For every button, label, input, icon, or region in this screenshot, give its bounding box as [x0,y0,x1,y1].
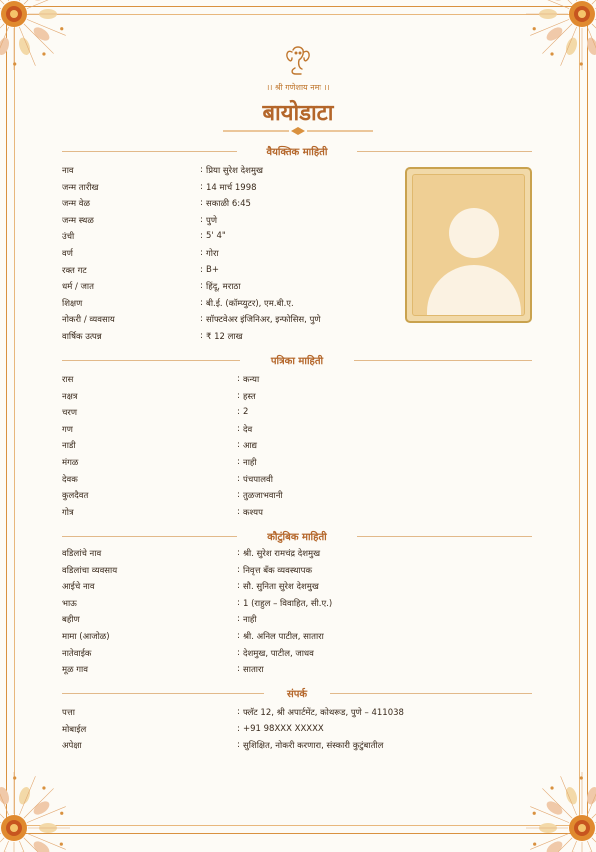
field-colon: : [237,390,240,401]
field-label: शिक्षण [62,298,83,309]
field-colon: : [237,473,240,484]
field-colon: : [200,264,203,275]
detail-row [62,548,532,561]
field-colon: : [200,181,203,192]
field-label: नोकरी / व्यवसाय [62,315,115,326]
field-value: हिंदू, मराठा [206,282,241,293]
detail-row [62,648,532,661]
field-value: कश्यप [243,507,263,518]
field-value: सुशिक्षित, नोकरी करणारा, संस्कारी कुटुंबातील [243,741,384,752]
field-label: रास [62,375,74,385]
field-label: भाऊ [62,598,77,609]
detail-row [62,314,532,327]
detail-row [62,424,532,437]
field-colon: : [200,214,203,225]
detail-row [62,507,532,520]
field-colon: : [237,564,240,575]
section-heading-family [62,529,532,543]
field-label: उंची [62,232,75,243]
field-value: 5' 4" [206,231,226,242]
field-colon: : [237,647,240,658]
field-colon: : [200,248,203,258]
field-value: हस्त [243,391,256,402]
field-value: सकाळी 6:45 [206,199,251,210]
field-label: जन्म वेळ [62,199,90,210]
field-label: धर्म / जात [62,282,94,293]
field-value: कन्या [243,375,260,385]
field-value: नाही [243,615,257,626]
section-heading-personal [62,144,532,158]
field-value: गोरा [206,249,219,259]
field-label: चरण [62,408,78,419]
field-label: गण [62,424,73,435]
field-colon: : [237,457,240,467]
field-label: मामा (आजोळ) [62,632,110,642]
field-label: बहीण [62,615,80,626]
detail-row [62,331,532,344]
field-colon: : [237,664,240,675]
field-colon: : [237,740,240,751]
field-value: 2 [243,407,249,418]
detail-row [62,391,532,404]
ganesha-icon [283,44,313,76]
field-colon: : [237,440,240,451]
field-label: वर्ण [62,249,73,259]
field-label: अपेक्षा [62,741,82,752]
field-label: मूळ गाव [62,665,88,676]
field-label: जन्म तारीख [62,182,99,193]
field-value: देशमुख, पाटील, जाधव [243,648,314,659]
field-label: मंगळ [62,458,79,468]
section-title: कौटुंबिक माहिती [259,532,335,543]
field-value: पुणे [206,215,217,226]
field-label: नाडी [62,441,76,452]
detail-row [62,248,532,261]
field-colon: : [200,314,203,325]
corner-flower-ornament [0,742,100,852]
field-value: फ्लॅट 12, श्री अपार्टमेंट, कोथरूड, पुणे – 411038 [243,708,404,718]
field-colon: : [237,548,240,558]
field-value: आद्य [243,441,258,452]
detail-row [62,740,532,753]
detail-row [62,724,532,737]
field-colon: : [237,490,240,501]
field-colon: : [237,581,240,592]
section-heading-horoscope [62,353,532,367]
detail-row [62,614,532,627]
detail-row [62,374,532,387]
field-colon: : [237,407,240,418]
field-value: सौ. सुनिता सुरेश देशमुख [243,582,319,593]
field-colon: : [200,198,203,209]
field-colon: : [237,597,240,608]
field-value: ₹ 12 लाख [206,332,243,342]
detail-row [62,281,532,294]
detail-row [62,631,532,644]
detail-row [62,182,532,195]
detail-row [62,265,532,278]
detail-row [62,407,532,420]
field-label: नक्षत्र [62,391,78,402]
detail-row [62,707,532,720]
detail-row [62,298,532,311]
field-colon: : [237,374,240,384]
invocation-text: ।। श्री गणेशाय नमः ।। [266,83,330,92]
field-value: निवृत्त बँक व्यवस्थापक [243,565,312,576]
corner-flower-ornament [496,742,596,852]
section-title: वैयक्तिक माहिती [259,147,336,158]
detail-row [62,490,532,503]
field-value: पंचपालवी [243,474,273,485]
field-colon: : [237,423,240,434]
field-label: वडिलांचे नाव [62,549,102,559]
detail-row [62,231,532,244]
field-value: 14 मार्च 1998 [206,182,257,193]
field-value: श्री. सुरेश रामचंद्र देशमुख [243,549,321,559]
field-value: +91 98XXX XXXXX [243,723,324,734]
field-colon: : [237,723,240,734]
detail-row [62,581,532,594]
detail-row [62,215,532,228]
field-colon: : [200,281,203,292]
field-label: वार्षिक उत्पन्न [62,332,102,342]
field-value: सॉफ्टवेअर इंजिनिअर, इन्फोसिस, पुणे [206,315,321,326]
field-colon: : [237,506,240,517]
title-divider [223,126,373,136]
field-colon: : [237,614,240,625]
field-value: सातारा [243,665,264,676]
field-label: रक्त गट [62,265,87,276]
field-colon: : [200,165,203,175]
field-colon: : [200,297,203,308]
detail-row [62,440,532,453]
field-value: श्री. अनिल पाटील, सातारा [243,632,324,642]
detail-row [62,565,532,578]
detail-row [62,198,532,211]
field-value: देव [243,424,253,435]
field-colon: : [200,331,203,341]
field-value: B+ [206,264,219,275]
section-title: संपर्क [279,689,315,700]
field-colon: : [237,631,240,641]
field-label: कुलदैवत [62,491,89,502]
detail-row [62,457,532,470]
field-label: मोबाईल [62,724,87,735]
detail-row [62,165,532,178]
field-label: गोत्र [62,507,74,518]
field-label: जन्म स्थळ [62,215,94,226]
field-colon: : [200,231,203,242]
field-value: नाही [243,458,257,468]
section-heading-contact [62,686,532,700]
detail-row [62,598,532,611]
section-title: पत्रिका माहिती [263,356,331,367]
field-label: देवक [62,474,78,485]
page-title: बायोडाटा [262,100,334,126]
field-value: 1 (राहुल – विवाहित, सी.ए.) [243,598,333,609]
field-label: नाव [62,166,74,176]
detail-row [62,474,532,487]
field-label: वडिलांचा व्यवसाय [62,565,118,576]
field-label: नातेवाईक [62,648,92,659]
detail-row [62,664,532,677]
field-colon: : [237,707,240,717]
field-value: प्रिया सुरेश देशमुख [206,166,263,176]
field-label: आईचे नाव [62,582,95,593]
field-value: बी.ई. (कॉम्प्युटर), एम.बी.ए. [206,298,294,309]
field-value: तुळजाभवानी [243,491,283,502]
field-label: पत्ता [62,708,75,718]
